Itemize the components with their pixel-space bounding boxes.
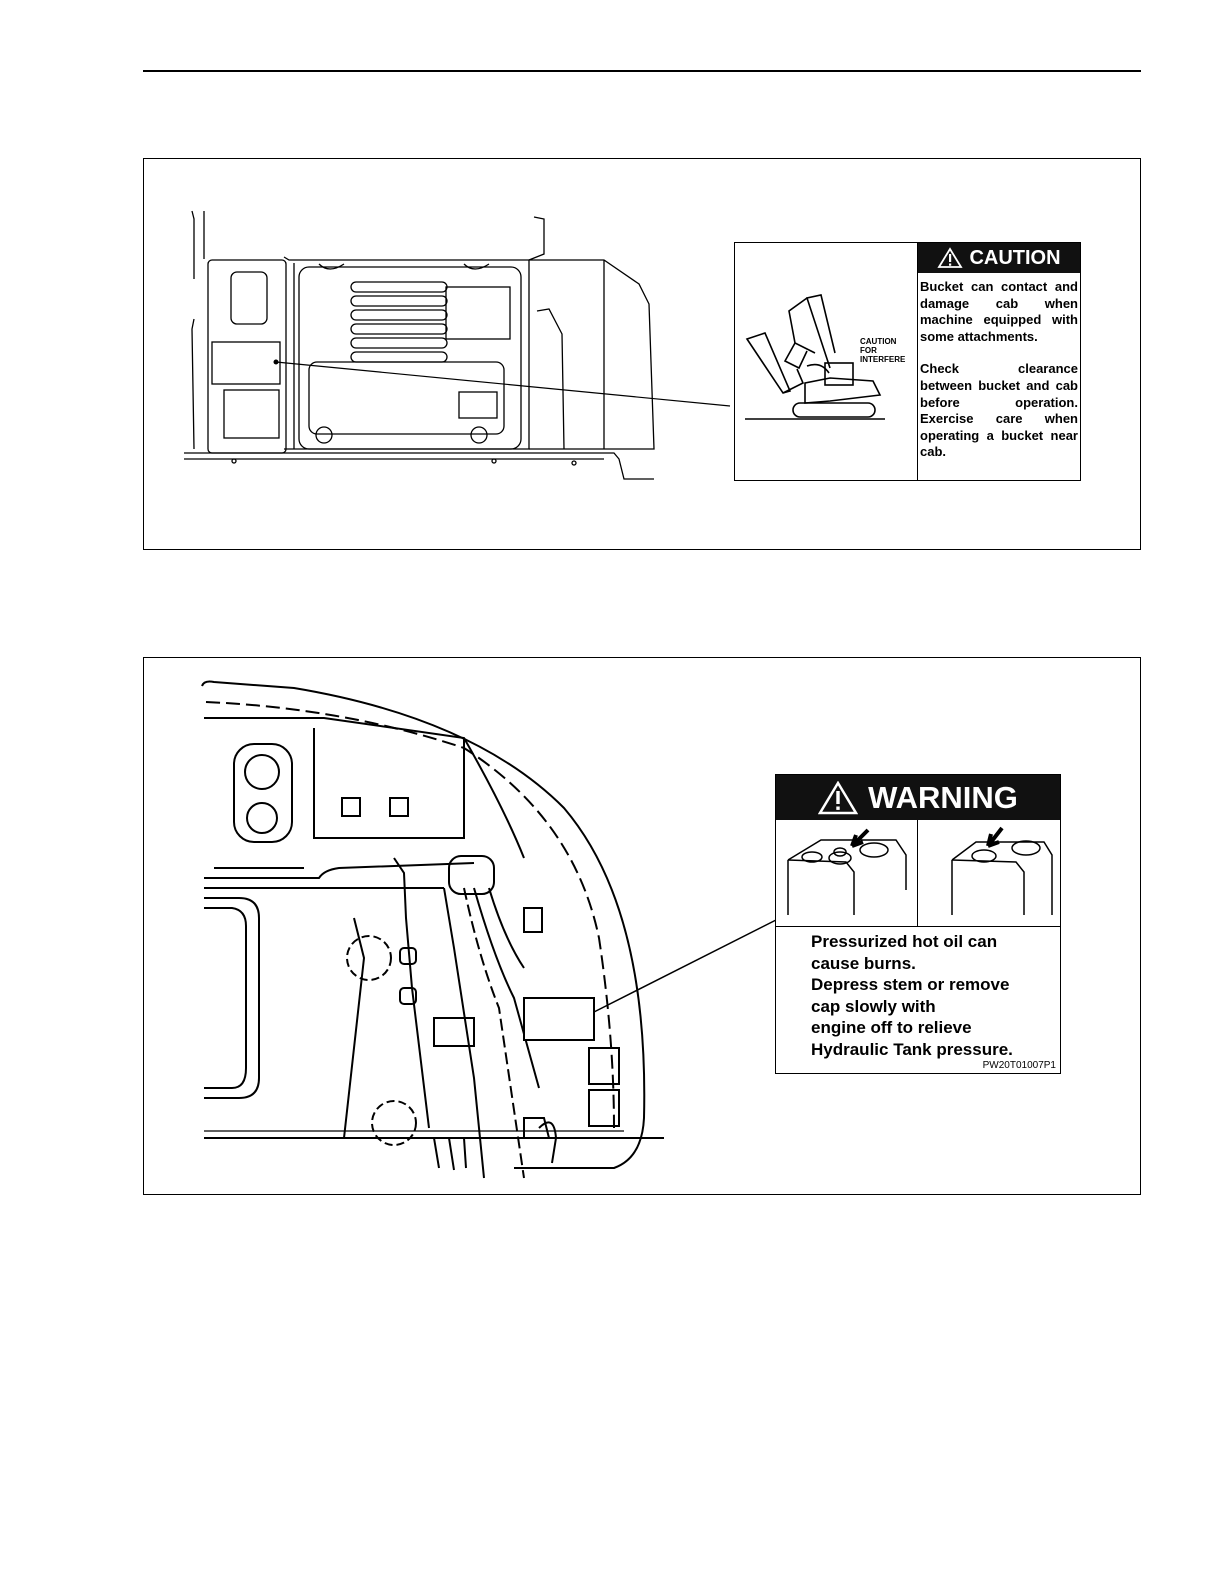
warning-header (776, 775, 1060, 820)
header-rule (143, 70, 1141, 72)
warning-line: cause burns. (811, 953, 916, 973)
decal-part-code: PW20T01007P1 (982, 1060, 1056, 1071)
pictogram-divider (917, 820, 918, 926)
signal-word: CAUTION (969, 246, 1061, 269)
warning-triangle-icon (818, 781, 858, 815)
caution-figure-panel (143, 158, 1141, 550)
warning-line: Depress stem or remove (811, 975, 1010, 994)
signal-word: WARNING (868, 779, 1018, 815)
warning-text (811, 931, 1056, 1060)
hydraulic-tank-cap-icon (776, 820, 1060, 926)
warning-decal (775, 774, 1061, 1074)
pictogram-tag (860, 337, 905, 364)
tank-cap-pictograms (776, 820, 1060, 927)
caution-text (920, 279, 1078, 477)
excavator-interference-pictogram (735, 243, 918, 480)
warning-figure-panel (143, 657, 1141, 1195)
caution-paragraph: Bucket can contact and damage cab when machine equipped with some attachments. (920, 279, 1078, 344)
warning-triangle-icon (937, 247, 963, 269)
warning-line: Pressurized hot oil can (811, 932, 998, 951)
warning-line: Hydraulic Tank pressure. (811, 1039, 1013, 1059)
tag-line: INTERFERE (860, 355, 906, 364)
warning-line: engine off to relieve (811, 1018, 972, 1037)
warning-line: cap slowly with (811, 996, 936, 1016)
decal-location-box (524, 998, 594, 1040)
caution-decal (734, 242, 1081, 481)
caution-header (918, 243, 1080, 273)
tag-line: CAUTION (860, 337, 897, 346)
caution-paragraph: Check clearance between bucket and cab before operation. Exercise care when operating a bucket near cab. (920, 361, 1078, 460)
tag-line: FOR (860, 346, 877, 355)
